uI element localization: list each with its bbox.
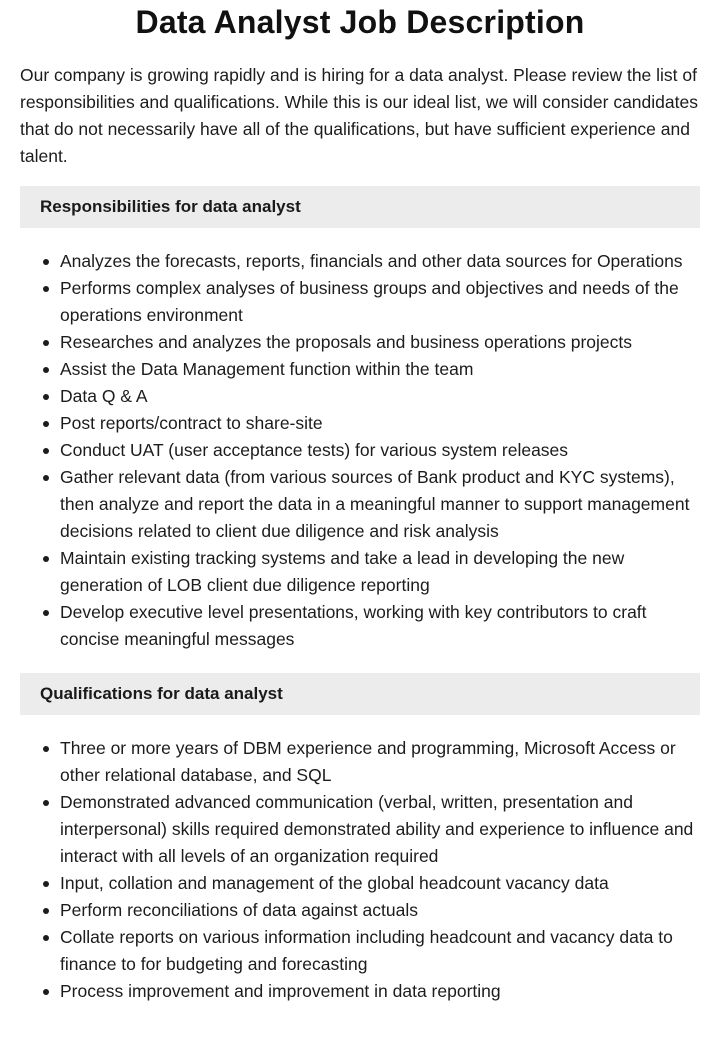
qualification-item: Perform reconciliations of data against actuals <box>60 897 700 924</box>
responsibilities-list <box>20 248 700 653</box>
responsibility-item: Gather relevant data (from various sources of Bank product and KYC systems), then analyze and report the data in a meaningful manner to support management decisions related to client due diligence and risk analysis <box>60 464 700 545</box>
page-title: Data Analyst Job Description <box>135 4 585 40</box>
qualifications-heading: Qualifications for data analyst <box>20 673 700 715</box>
responsibilities-heading: Responsibilities for data analyst <box>20 186 700 228</box>
qualifications-list <box>20 735 700 1005</box>
responsibility-item: Data Q & A <box>60 383 700 410</box>
qualification-item: Input, collation and management of the global headcount vacancy data <box>60 870 700 897</box>
responsibility-item: Researches and analyzes the proposals and business operations projects <box>60 329 700 356</box>
qualification-item: Three or more years of DBM experience and programming, Microsoft Access or other relational database, and SQL <box>60 735 700 789</box>
qualification-item: Collate reports on various information including headcount and vacancy data to finance to for budgeting and forecasting <box>60 924 700 978</box>
responsibility-item: Analyzes the forecasts, reports, financials and other data sources for Operations <box>60 248 700 275</box>
responsibility-item: Assist the Data Management function within the team <box>60 356 700 383</box>
qualification-item: Process improvement and improvement in data reporting <box>60 978 700 1005</box>
responsibility-item: Post reports/contract to share-site <box>60 410 700 437</box>
responsibility-item: Performs complex analyses of business groups and objectives and needs of the operations environment <box>60 275 700 329</box>
responsibility-item: Develop executive level presentations, working with key contributors to craft concise meaningful messages <box>60 599 700 653</box>
responsibility-item: Conduct UAT (user acceptance tests) for various system releases <box>60 437 700 464</box>
qualification-item: Demonstrated advanced communication (verbal, written, presentation and interpersonal) skills required demonstrated ability and experience to influence and interact with all levels of an organization required <box>60 789 700 870</box>
responsibility-item: Maintain existing tracking systems and take a lead in developing the new generation of LOB client due diligence reporting <box>60 545 700 599</box>
intro-paragraph: Our company is growing rapidly and is hiring for a data analyst. Please review the list of responsibilities and qualifications. While this is our ideal list, we will consider candidates that do not necessarily have all of the qualifications, but have sufficient experience and talent. <box>20 65 698 166</box>
